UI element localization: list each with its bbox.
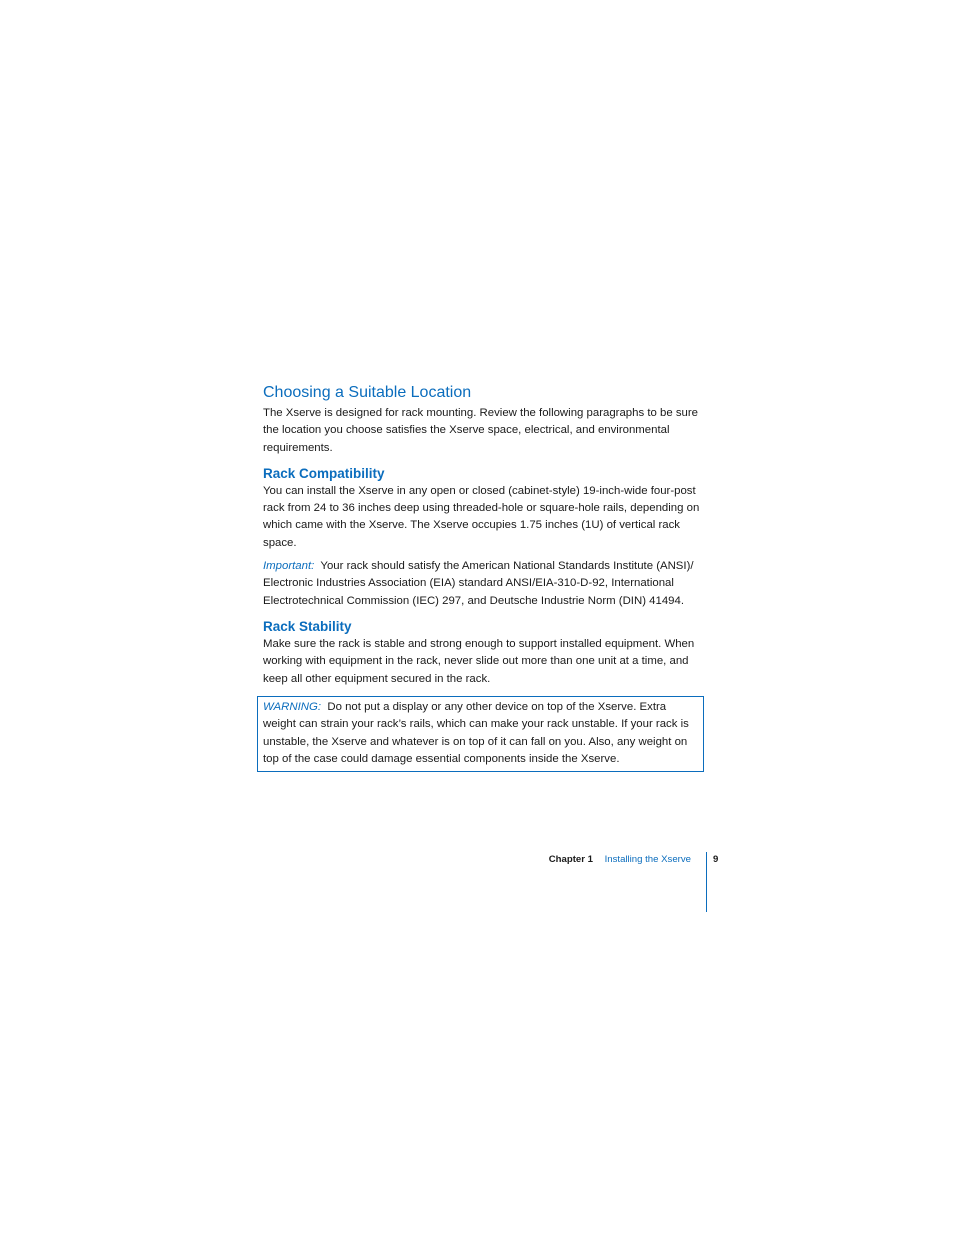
- important-note: [263, 558, 708, 610]
- intro-paragraph: The Xserve is designed for rack mounting. Review the following paragraphs to be sure the location you choose satisfies the Xserve space, electrical, and environmental requirements.: [263, 407, 698, 454]
- rack-stability-heading: Rack Stability: [263, 618, 352, 634]
- section-heading: Choosing a Suitable Location: [263, 384, 472, 401]
- warning-label: WARNING:: [263, 701, 322, 713]
- footer-chapter-title: Installing the Xserve: [604, 854, 691, 865]
- page-footer: [0, 852, 954, 912]
- rack-stability-paragraph: Make sure the rack is stable and strong enough to support installed equipment. When working with equipment in the rack, never slide out more than one unit at a time, and keep all other equipment secured in the rack.: [263, 637, 695, 685]
- page-content: [263, 382, 708, 696]
- page-number: 9: [713, 854, 719, 865]
- important-text: Your rack should satisfy the American National Standards Institute (ANSI)/ Electronic Industries Association (EIA) standard ANSI/EIA-310-D-92, International Electrotechnical Commission (IEC) 297, and Deutsche Industrie Norm (DIN) 41494.: [263, 560, 694, 607]
- warning-text: Do not put a display or any other device on top of the Xserve. Extra weight can strain your rack’s rails, which can make your rack unstable. If your rack is unstable, the Xserve and whatever is on top of it can fall on you. Also, any weight on top of the case could damage essential components inside the Xserve.: [263, 701, 689, 765]
- warning-box: [257, 696, 704, 772]
- warning-paragraph: [263, 699, 697, 768]
- rack-compatibility-heading: Rack Compatibility: [263, 465, 385, 481]
- footer-divider: [706, 852, 707, 912]
- rack-compatibility-paragraph: You can install the Xserve in any open or closed (cabinet-style) 19-inch-wide four-post rack from 24 to 36 inches deep using threaded-hole or square-hole rails, depending on which came with the Xserve. The Xserve occupies 1.75 inches (1U) of vertical rack space.: [263, 484, 700, 549]
- footer-chapter: Chapter 1: [548, 854, 593, 865]
- important-label: Important:: [263, 560, 315, 573]
